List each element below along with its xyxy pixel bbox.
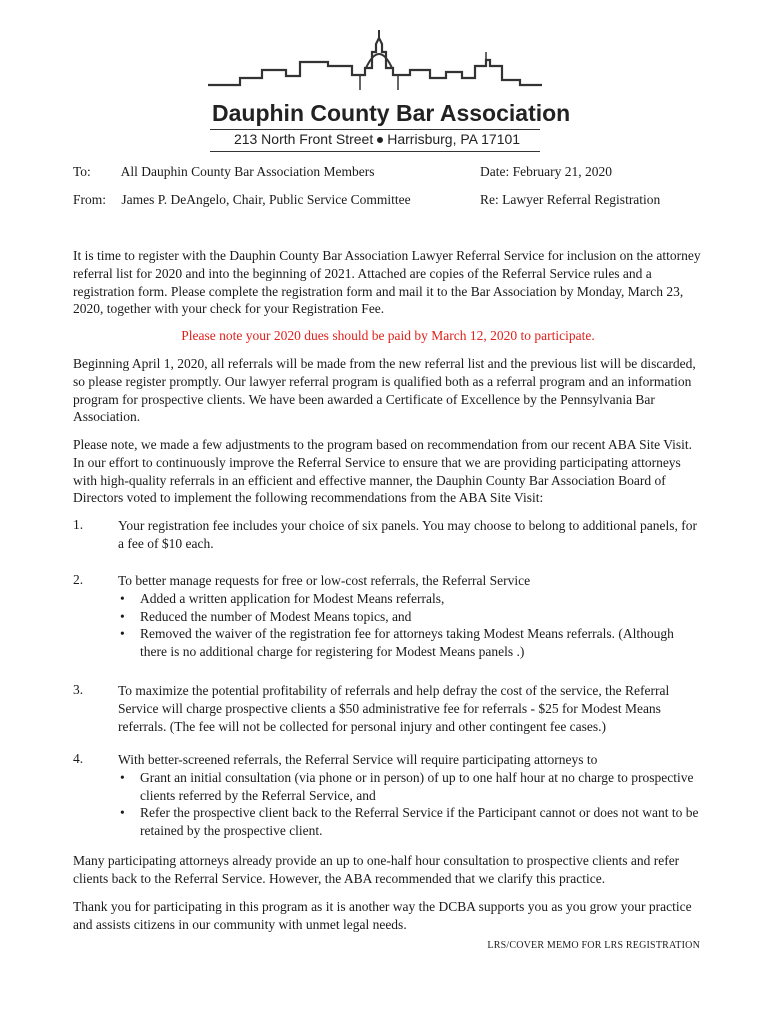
letterhead-rule-bottom xyxy=(210,151,540,152)
bullet-list xyxy=(118,769,703,840)
paragraph-consultation: Many participating attorneys already provide an up to one-half hour consultation to prospective clients and refer clients back to the Referral Service. However, the ABA recommended that we clarify this practice. xyxy=(73,853,680,886)
memo-date: Date: February 21, 2020 xyxy=(480,164,612,179)
organization-name: Dauphin County Bar Association xyxy=(212,100,571,126)
item-number: 1. xyxy=(73,517,84,532)
bullet-list xyxy=(118,590,703,661)
list-item xyxy=(118,517,703,553)
item-text: With better-screened referrals, the Referral Service will require participating attorneys to xyxy=(118,752,598,767)
list-item xyxy=(118,572,703,661)
list-item xyxy=(118,682,703,735)
letterhead xyxy=(200,30,571,147)
to-value: All Dauphin County Bar Association Members xyxy=(120,164,375,179)
to-label: To: xyxy=(73,164,91,179)
memo-from-row xyxy=(73,192,411,208)
list-item xyxy=(118,751,703,840)
from-value: James P. DeAngelo, Chair, Public Service Committee xyxy=(121,192,411,207)
bullet-item: • Reduced the number of Modest Means topics, and xyxy=(118,608,703,626)
item-text: To better manage requests for free or low-cost referrals, the Referral Service xyxy=(118,573,531,588)
address-street: 213 North Front Street xyxy=(233,131,374,147)
address-city: Harrisburg, PA 17101 xyxy=(387,131,521,147)
bullet-item: • Removed the waiver of the registration fee for attorneys taking Modest Means referrals. (Although there is no additional charge for registering for Modest Means panels .) xyxy=(118,625,703,661)
bullet-item: • Grant an initial consultation (via phone or in person) of up to one half hour at no charge to prospective clients referred by the Referral Service, and xyxy=(118,769,703,805)
item-number: 2. xyxy=(73,572,84,587)
memo-to-row xyxy=(73,164,375,180)
paragraph-referrals: Beginning April 1, 2020, all referrals will be made from the new referral list and the previous list will be discarded, so please register promptly. Our lawyer referral program is qualified both as a referral program and an information program for prospective clients. We have been awarded a Certificate of Excellence by the Pennsylvania Bar Association. xyxy=(73,356,696,425)
paragraph-intro: It is time to register with the Dauphin County Bar Association Lawyer Referral Service for inclusion on the attorney referral list for 2020 and into the beginning of 2021. Attached are copies of the Referral Service rules and a registration form. Please complete the registration form and mail it to the Bar Association by Monday, March 23, 2020, together with your check for your Registration Fee. xyxy=(73,248,701,317)
item-number: 4. xyxy=(73,751,84,766)
bullet-item: • Refer the prospective client back to the Referral Service if the Participant cannot or does not want to be retained by the prospective client. xyxy=(118,804,703,840)
city-skyline-logo xyxy=(200,30,545,102)
footer-reference: LRS/COVER MEMO FOR LRS REGISTRATION xyxy=(487,940,700,951)
letterhead-rule-top xyxy=(210,129,540,130)
paragraph-adjustments: Please note, we made a few adjustments to the program based on recommendation from our recent ABA Site Visit. In our effort to continuously improve the Referral Service to ensure that we are providing participating attorneys with high-quality referrals in an efficient and effective manner, the Dauphin County Bar Association Board of Directors voted to implement the following recommendations from the ABA Site Visit: xyxy=(73,437,693,506)
paragraph-thanks: Thank you for participating in this program as it is another way the DCBA supports you as you grow your practice and assists citizens in our community with unmet legal needs. xyxy=(73,899,692,932)
item-text: To maximize the potential profitability of referrals and help defray the cost of the service, the Referral Service will charge prospective clients a $50 administrative fee for referrals - $25 for Modest Means referrals. (The fee will not be collected for personal injury and other contingent fee cases.) xyxy=(118,683,670,734)
from-label: From: xyxy=(73,192,107,207)
item-number: 3. xyxy=(73,682,84,697)
memo-re: Re: Lawyer Referral Registration xyxy=(480,192,661,207)
bullet-item: • Added a written application for Modest Means referrals, xyxy=(118,590,703,608)
dues-notice: Please note your 2020 dues should be paid by March 12, 2020 to participate. xyxy=(181,328,595,343)
bullet-separator-icon xyxy=(377,137,383,143)
item-text: Your registration fee includes your choice of six panels. You may choose to belong to additional panels, for a fee of $10 each. xyxy=(118,518,698,551)
organization-address xyxy=(212,131,542,147)
